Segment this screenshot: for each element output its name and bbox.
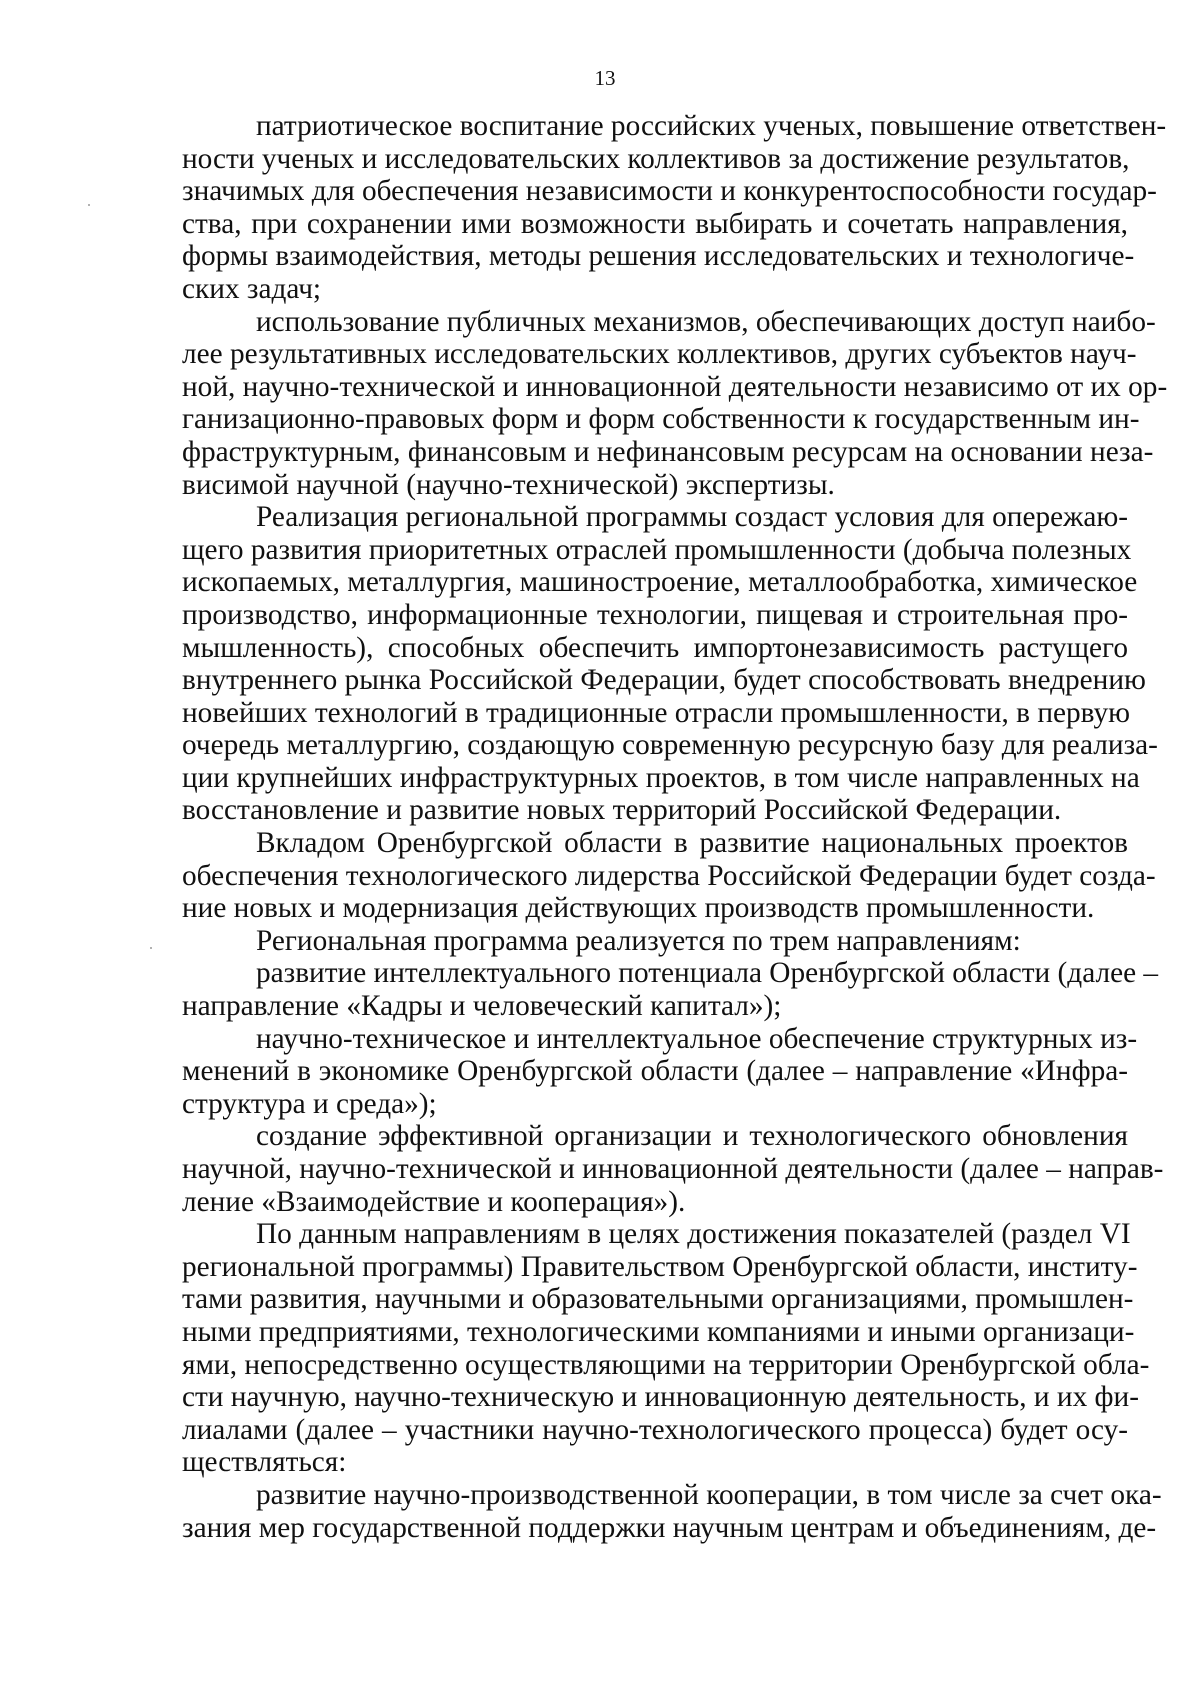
paragraph <box>182 305 1168 502</box>
text-line: региональной программы) Правительством Оренбургской области, институ- <box>182 1250 1138 1283</box>
text-line: Региональная программа реализуется по трем направлениям: <box>256 924 1021 957</box>
text-line: тами развития, научными и образовательными организациями, промышлен- <box>182 1283 1134 1316</box>
text-line: ганизационно-правовых форм и форм собственности к государственным ин- <box>182 403 1140 436</box>
paragraph <box>182 1218 1150 1479</box>
page-number: 13 <box>594 66 616 90</box>
text-line: лее результативных исследовательских коллективов, других субъектов науч- <box>182 338 1137 371</box>
text-line: ществляться: <box>182 1446 347 1479</box>
text-line: направление «Кадры и человеческий капитал»); <box>182 990 782 1023</box>
paragraph <box>182 110 1167 306</box>
text-line: ными предприятиями, технологическими компаниями и иными организаци- <box>182 1315 1135 1348</box>
paragraph <box>182 1478 1162 1544</box>
text-line: структура и среда»); <box>182 1087 437 1120</box>
paragraph <box>182 827 1156 925</box>
text-line: развитие интеллектуального потенциала Оренбургской области (далее – <box>256 957 1159 990</box>
paragraph <box>182 957 1159 1023</box>
text-line: внутреннего рынка Российской Федерации, будет способствовать внедрению <box>182 664 1146 697</box>
text-line: ление «Взаимодействие и кооперация»). <box>182 1185 686 1218</box>
text-line: ями, непосредственно осуществляющими на территории Оренбургской обла- <box>182 1348 1150 1381</box>
text-line: развитие научно-производственной кооперации, в том числе за счет ока- <box>256 1478 1162 1511</box>
text-line: восстановление и развитие новых территорий Российской Федерации. <box>182 794 1062 827</box>
text-line: использование публичных механизмов, обеспечивающих доступ наибо- <box>256 305 1156 338</box>
scan-speck <box>150 947 152 949</box>
text-line: Реализация региональной программы создаст условия для опережаю- <box>256 501 1128 534</box>
text-line: обеспечения технологического лидерства Российской Федерации будет созда- <box>182 859 1156 892</box>
text-line: Вкладом Оренбургской области в развитие национальных проектов <box>256 827 1128 860</box>
paragraph <box>182 501 1158 827</box>
text-line: ной, научно-технической и инновационной деятельности независимо от их ор- <box>182 370 1168 403</box>
text-line: По данным направлениям в целях достижения показателей (раздел VI <box>256 1218 1131 1251</box>
text-line: мышленность), способных обеспечить импортонезависимость растущего <box>182 631 1128 664</box>
text-line: фраструктурным, финансовым и нефинансовым ресурсам на основании неза- <box>182 435 1154 468</box>
body-text <box>182 110 1168 1544</box>
text-line: висимой научной (научно-технической) экспертизы. <box>182 468 835 501</box>
text-line: очередь металлургию, создающую современную ресурсную базу для реализа- <box>182 729 1158 762</box>
text-line: щего развития приоритетных отраслей промышленности (добыча полезных <box>182 533 1132 566</box>
text-line: значимых для обеспечения независимости и конкурентоспособности государ- <box>182 175 1157 208</box>
text-line: ства, при сохранении ими возможности выбирать и сочетать направления, <box>182 207 1128 240</box>
text-line: научно-техническое и интеллектуальное обеспечение структурных из- <box>256 1022 1138 1055</box>
text-line: менений в экономике Оренбургской области (далее – направление «Инфра- <box>182 1055 1128 1088</box>
text-line: ности ученых и исследовательских коллективов за достижение результатов, <box>182 142 1130 175</box>
text-line: производство, информационные технологии, пищевая и строительная про- <box>182 598 1128 631</box>
paragraph <box>182 925 1128 958</box>
text-line: лиалами (далее – участники научно-технологического процесса) будет осу- <box>182 1413 1128 1446</box>
text-line: создание эффективной организации и технологического обновления <box>256 1120 1128 1153</box>
text-line: патриотическое воспитание российских ученых, повышение ответствен- <box>256 110 1167 142</box>
paragraph <box>182 1120 1164 1218</box>
scan-speck <box>88 204 90 206</box>
paragraph <box>182 1022 1138 1121</box>
text-line: ских задач; <box>182 272 322 305</box>
text-line: зания мер государственной поддержки научным центрам и объединениям, де- <box>182 1511 1157 1544</box>
text-line: ции крупнейших инфраструктурных проектов, в том числе направленных на <box>182 761 1140 794</box>
text-line: новейших технологий в традиционные отрасли промышленности, в первую <box>182 696 1131 729</box>
text-line: формы взаимодействия, методы решения исследовательских и технологиче- <box>182 240 1135 273</box>
text-line: сти научную, научно-техническую и инновационную деятельность, и их фи- <box>182 1381 1139 1414</box>
text-line: ние новых и модернизация действующих производств промышленности. <box>182 892 1095 925</box>
text-line: ископаемых, металлургия, машиностроение, металлообработка, химическое <box>182 566 1138 599</box>
text-line: научной, научно-технической и инновационной деятельности (далее – направ- <box>182 1153 1164 1185</box>
